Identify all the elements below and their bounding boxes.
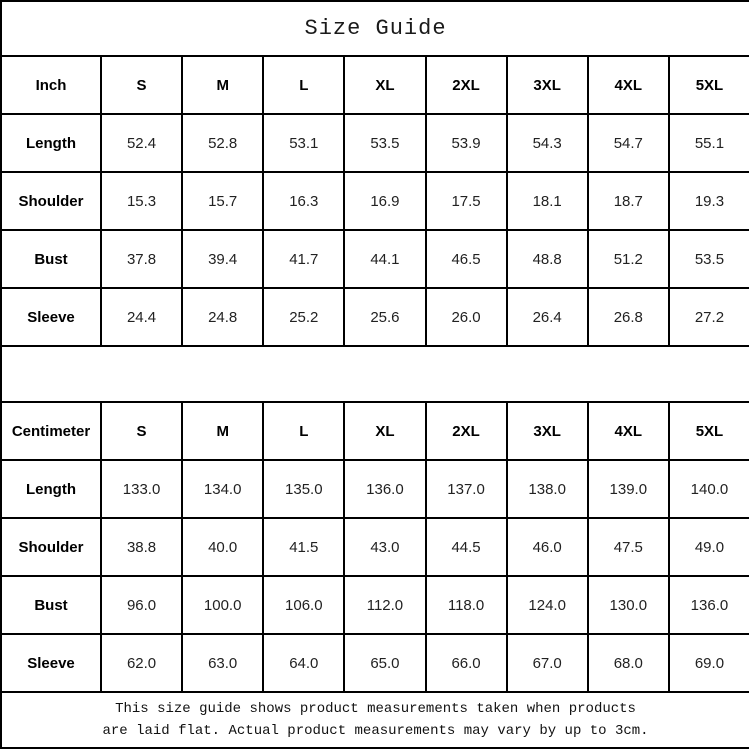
row-label: Bust [1, 230, 101, 288]
size-value-cell: 16.3 [263, 172, 344, 230]
size-column-header-2xl: 2XL [426, 402, 507, 460]
size-value-cell: 130.0 [588, 576, 669, 634]
size-value-cell: 41.5 [263, 518, 344, 576]
size-column-header-5xl: 5XL [669, 56, 749, 114]
table-row-inch-length [1, 114, 749, 172]
size-column-header-4xl: 4XL [588, 402, 669, 460]
size-value-cell: 18.7 [588, 172, 669, 230]
size-column-header-xl: XL [344, 402, 425, 460]
page-title: Size Guide [1, 1, 749, 56]
size-value-cell: 47.5 [588, 518, 669, 576]
size-value-cell: 18.1 [507, 172, 588, 230]
table-row-inch-sleeve [1, 288, 749, 346]
size-value-cell: 140.0 [669, 460, 749, 518]
size-value-cell: 69.0 [669, 634, 749, 692]
inch-header-row [1, 56, 749, 114]
size-value-cell: 136.0 [669, 576, 749, 634]
size-value-cell: 46.0 [507, 518, 588, 576]
size-value-cell: 67.0 [507, 634, 588, 692]
row-label: Shoulder [1, 172, 101, 230]
size-value-cell: 124.0 [507, 576, 588, 634]
size-value-cell: 54.3 [507, 114, 588, 172]
size-value-cell: 136.0 [344, 460, 425, 518]
footer-note-line2: are laid flat. Actual product measurements may vary by up to 3cm. [102, 723, 649, 739]
row-label: Sleeve [1, 634, 101, 692]
table-row-cm-length [1, 460, 749, 518]
size-column-header-3xl: 3XL [507, 56, 588, 114]
size-column-header-3xl: 3XL [507, 402, 588, 460]
size-value-cell: 44.5 [426, 518, 507, 576]
size-value-cell: 133.0 [101, 460, 182, 518]
table-row-cm-shoulder [1, 518, 749, 576]
size-value-cell: 15.3 [101, 172, 182, 230]
footer-note [1, 692, 749, 748]
size-value-cell: 26.8 [588, 288, 669, 346]
size-column-header-m: M [182, 56, 263, 114]
size-value-cell: 53.5 [669, 230, 749, 288]
size-value-cell: 53.5 [344, 114, 425, 172]
size-value-cell: 19.3 [669, 172, 749, 230]
unit-header-centimeter: Centimeter [1, 402, 101, 460]
size-column-header-2xl: 2XL [426, 56, 507, 114]
size-value-cell: 100.0 [182, 576, 263, 634]
size-value-cell: 26.4 [507, 288, 588, 346]
size-value-cell: 135.0 [263, 460, 344, 518]
size-value-cell: 62.0 [101, 634, 182, 692]
size-value-cell: 25.2 [263, 288, 344, 346]
size-value-cell: 48.8 [507, 230, 588, 288]
size-value-cell: 139.0 [588, 460, 669, 518]
size-value-cell: 53.1 [263, 114, 344, 172]
size-value-cell: 51.2 [588, 230, 669, 288]
title-row [1, 1, 749, 56]
size-value-cell: 26.0 [426, 288, 507, 346]
size-value-cell: 53.9 [426, 114, 507, 172]
size-value-cell: 65.0 [344, 634, 425, 692]
row-label: Sleeve [1, 288, 101, 346]
cm-header-row [1, 402, 749, 460]
size-value-cell: 137.0 [426, 460, 507, 518]
footer-note-line1: This size guide shows product measurements taken when products [115, 701, 636, 717]
size-column-header-4xl: 4XL [588, 56, 669, 114]
size-value-cell: 118.0 [426, 576, 507, 634]
row-label: Bust [1, 576, 101, 634]
row-label: Shoulder [1, 518, 101, 576]
size-value-cell: 96.0 [101, 576, 182, 634]
size-value-cell: 106.0 [263, 576, 344, 634]
size-value-cell: 24.4 [101, 288, 182, 346]
table-row-inch-bust [1, 230, 749, 288]
size-value-cell: 55.1 [669, 114, 749, 172]
table-gap [1, 346, 749, 402]
size-value-cell: 138.0 [507, 460, 588, 518]
size-value-cell: 25.6 [344, 288, 425, 346]
table-row-inch-shoulder [1, 172, 749, 230]
size-value-cell: 63.0 [182, 634, 263, 692]
size-value-cell: 49.0 [669, 518, 749, 576]
size-column-header-l: L [263, 56, 344, 114]
size-value-cell: 27.2 [669, 288, 749, 346]
size-value-cell: 37.8 [101, 230, 182, 288]
size-value-cell: 40.0 [182, 518, 263, 576]
size-value-cell: 15.7 [182, 172, 263, 230]
size-value-cell: 66.0 [426, 634, 507, 692]
size-value-cell: 38.8 [101, 518, 182, 576]
table-row-cm-bust [1, 576, 749, 634]
size-column-header-l: L [263, 402, 344, 460]
size-value-cell: 54.7 [588, 114, 669, 172]
size-value-cell: 52.8 [182, 114, 263, 172]
size-column-header-5xl: 5XL [669, 402, 749, 460]
size-value-cell: 52.4 [101, 114, 182, 172]
size-column-header-xl: XL [344, 56, 425, 114]
row-label: Length [1, 460, 101, 518]
size-value-cell: 16.9 [344, 172, 425, 230]
size-value-cell: 112.0 [344, 576, 425, 634]
unit-header-inch: Inch [1, 56, 101, 114]
size-column-header-s: S [101, 402, 182, 460]
size-value-cell: 68.0 [588, 634, 669, 692]
size-column-header-s: S [101, 56, 182, 114]
footer-row [1, 692, 749, 748]
size-value-cell: 39.4 [182, 230, 263, 288]
size-value-cell: 41.7 [263, 230, 344, 288]
row-label: Length [1, 114, 101, 172]
size-value-cell: 17.5 [426, 172, 507, 230]
size-value-cell: 24.8 [182, 288, 263, 346]
table-gap-row [1, 346, 749, 402]
size-column-header-m: M [182, 402, 263, 460]
size-value-cell: 44.1 [344, 230, 425, 288]
size-value-cell: 46.5 [426, 230, 507, 288]
size-value-cell: 43.0 [344, 518, 425, 576]
table-row-cm-sleeve [1, 634, 749, 692]
size-value-cell: 134.0 [182, 460, 263, 518]
size-value-cell: 64.0 [263, 634, 344, 692]
